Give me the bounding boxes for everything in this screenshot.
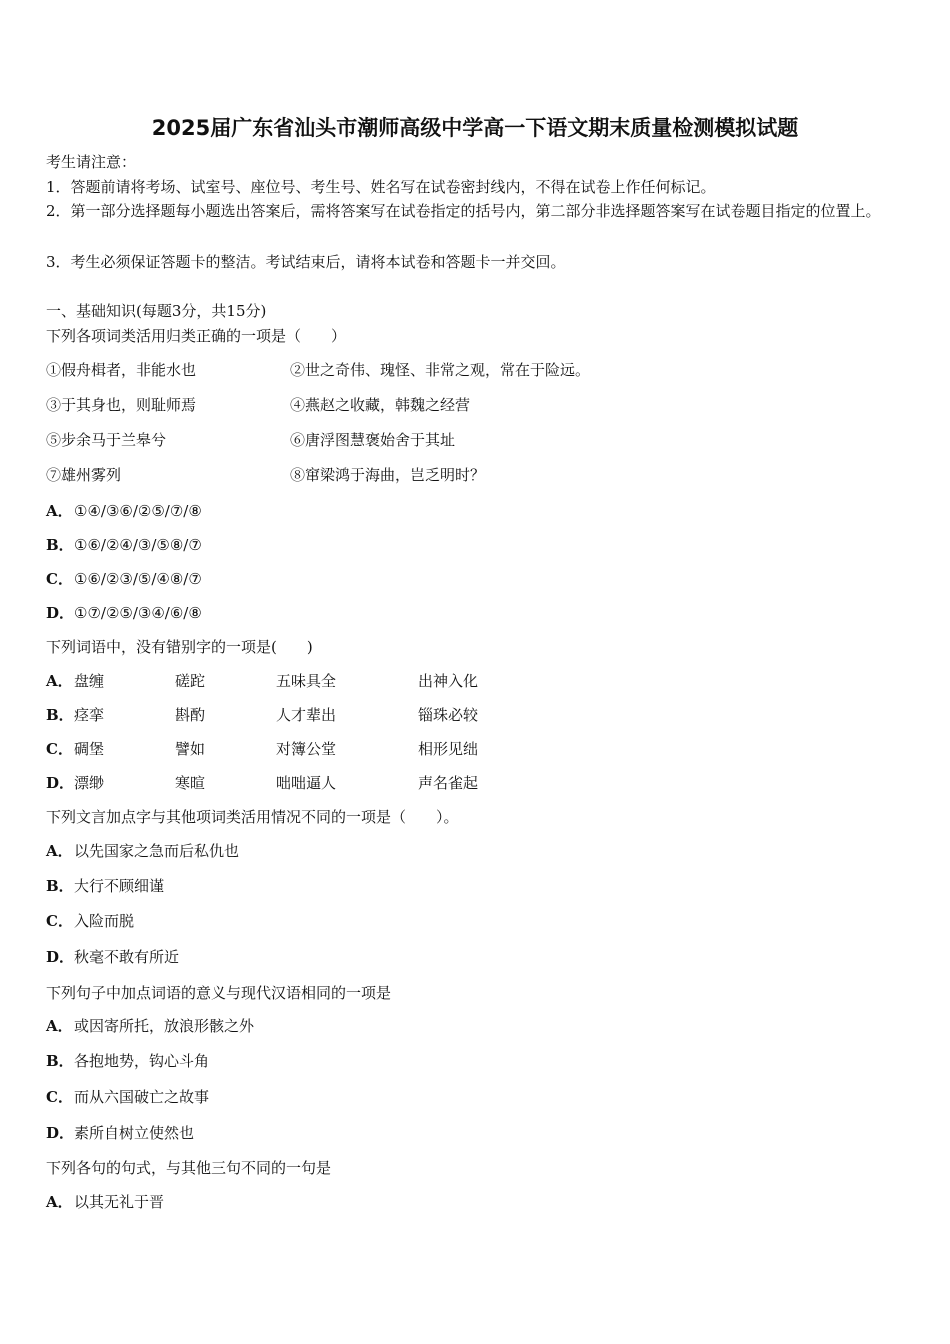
question-stem: 下列各句的句式，与其他三句不同的一句是 [46,1159,332,1177]
q1-item: ④燕赵之收藏，韩魏之经营 [290,396,471,414]
word: 碉堡 [74,740,105,758]
q1-item: ①假舟楫者，非能水也 [46,361,197,379]
notice-item: 2．第一部分选择题每小题选出答案后，需将答案写在试卷指定的括号内，第二部分非选择题答案写在试卷题目指定的位置上。 [46,202,881,220]
page-title: 2025届广东省汕头市潮师高级中学高一下语文期末质量检测模拟试题 [151,116,799,140]
word: 痉挛 [74,706,105,724]
word: 声名雀起 [418,774,479,792]
word: 漂缈 [74,774,105,792]
word: 对簿公堂 [276,740,337,758]
option-a: A．以先国家之急而后私仇也 [46,842,240,860]
word: 咄咄逼人 [276,774,337,792]
option-c: C．①⑥/②③/⑤/④⑧/⑦ [46,570,202,588]
option-c: C．而从六国破亡之故事 [46,1088,210,1106]
notice-item: 1．答题前请将考场、试室号、座位号、考生号、姓名写在试卷密封线内，不得在试卷上作任何标记。 [46,178,716,196]
q1-item: ⑦雄州雾列 [46,466,122,484]
option-letter: A． [46,672,73,690]
option-d: D．①⑦/②⑤/③④/⑥/⑧ [46,604,202,622]
word: 五味具全 [276,672,337,690]
word: 磋跎 [175,672,206,690]
word: 相形见绌 [418,740,479,758]
option-letter: D． [46,774,75,792]
question-stem: 下列各项词类活用归类正确的一项是（ ） [46,327,347,345]
option-d: D．素所自树立使然也 [46,1124,195,1142]
option-b: B．大行不顾细谨 [46,877,165,895]
word: 出神入化 [418,672,479,690]
option-d: D．秋毫不敢有所近 [46,948,180,966]
section-heading: 一、基础知识(每题3分，共15分) [46,302,267,320]
q1-item: ⑤步余马于兰皋兮 [46,431,167,449]
word: 锱珠必较 [418,706,479,724]
q1-item: ②世之奇伟、瑰怪、非常之观，常在于险远。 [290,361,591,379]
word: 盘缠 [74,672,105,690]
word: 人才辈出 [276,706,337,724]
option-b: B．①⑥/②④/③/⑤⑧/⑦ [46,536,202,554]
option-a: A．以其无礼于晋 [46,1193,165,1211]
notice-item: 3．考生必须保证答题卡的整洁。考试结束后，请将本试卷和答题卡一并交回。 [46,253,566,271]
word: 斟酌 [175,706,206,724]
option-a: A．或因寄所托，放浪形骸之外 [46,1017,255,1035]
option-c: C．入险而脱 [46,912,135,930]
question-stem: 下列句子中加点词语的意义与现代汉语相同的一项是 [46,984,392,1002]
option-a: A．①④/③⑥/②⑤/⑦/⑧ [46,502,202,520]
question-stem: 下列文言加点字与其他项词类活用情况不同的一项是（ ）。 [46,808,459,826]
q1-item: ⑧窜梁鸿于海曲，岂乏明时？ [290,466,486,484]
option-letter: B． [46,706,74,724]
notice-heading: 考生请注意： [46,153,137,171]
question-stem: 下列词语中，没有错别字的一项是( ) [46,638,313,656]
word: 寒暄 [175,774,206,792]
option-b: B．各抱地势，钩心斗角 [46,1052,210,1070]
option-letter: C． [46,740,73,758]
word: 譬如 [175,740,206,758]
q1-item: ⑥唐浮图慧褒始舍于其址 [290,431,456,449]
q1-item: ③于其身也，则耻师焉 [46,396,197,414]
